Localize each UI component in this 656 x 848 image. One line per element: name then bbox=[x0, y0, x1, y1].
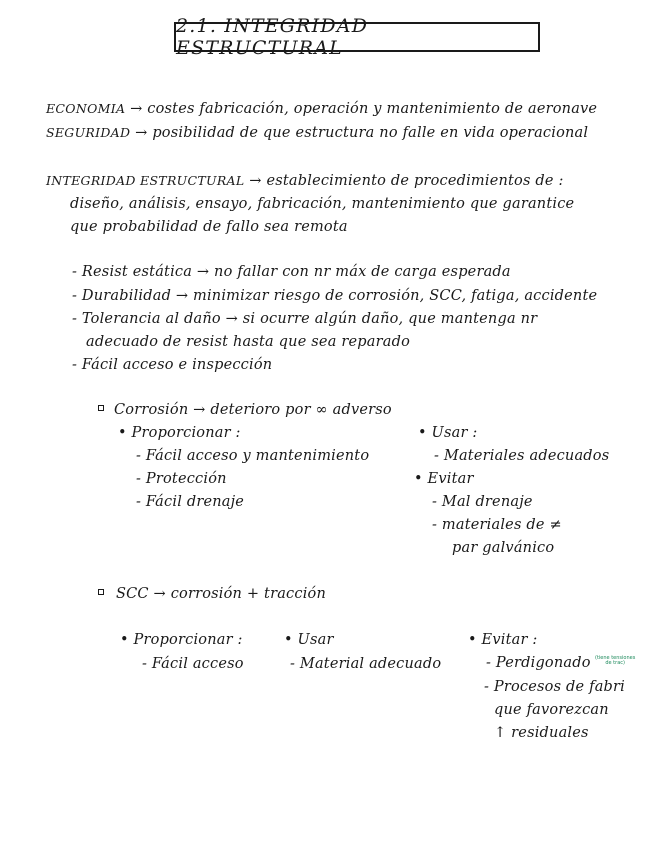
economia-line bbox=[46, 100, 597, 118]
corrosion-evitar-label: • Evitar bbox=[414, 471, 474, 487]
arrow-icon: → bbox=[249, 173, 267, 189]
requirement-item: - Tolerancia al daño → si ocurre algún daño, que mantenga nr bbox=[72, 311, 538, 327]
definition-line-3: que probabilidad de fallo sea remota bbox=[70, 219, 348, 235]
arrow-icon: → bbox=[135, 125, 153, 141]
square-bullet-icon bbox=[98, 589, 104, 595]
corrosion-evitar-item: - Mal drenaje bbox=[432, 494, 533, 510]
square-bullet-icon bbox=[98, 405, 104, 411]
corrosion-evitar-item: - materiales de ≠ bbox=[432, 517, 562, 533]
scc-annotation bbox=[595, 656, 635, 666]
title-box bbox=[174, 15, 540, 59]
scc-evitar-item-continuation: ↑ residuales bbox=[494, 725, 589, 741]
definition-line-1 bbox=[46, 172, 564, 190]
seguridad-line bbox=[46, 124, 588, 142]
scc-evitar-item: - Perdigonado bbox=[486, 655, 591, 671]
corrosion-proporcionar-item: - Fácil acceso y mantenimiento bbox=[136, 448, 370, 464]
scc-proporcionar-label: • Proporcionar : bbox=[120, 632, 243, 648]
economia-label: ECONOMIA bbox=[46, 101, 126, 116]
corrosion-proporcionar-item: - Protección bbox=[136, 471, 227, 487]
scc-evitar-item-continuation: que favorezcan bbox=[494, 702, 609, 718]
scc-usar-label: • Usar bbox=[284, 632, 334, 648]
seguridad-text: posibilidad de que estructura no falle en vida operacional bbox=[152, 125, 589, 141]
requirement-item: - Durabilidad → minimizar riesgo de corrosión, SCC, fatiga, accidente bbox=[72, 288, 598, 304]
scc-annotation-line: (tiene tensiones bbox=[595, 655, 636, 661]
definition-label: INTEGRIDAD ESTRUCTURAL bbox=[46, 173, 245, 188]
corrosion-heading: Corrosión → deterioro por ∞ adverso bbox=[114, 402, 392, 418]
corrosion-proporcionar-label: • Proporcionar : bbox=[118, 425, 241, 441]
requirement-item: - Resist estática → no fallar con nr máx de carga esperada bbox=[72, 264, 511, 280]
page-title: 2.1. INTEGRIDAD ESTRUCTURAL bbox=[176, 15, 369, 59]
scc-heading: SCC → corrosión + tracción bbox=[116, 586, 326, 602]
economia-text: costes fabricación, operación y mantenimiento de aeronave bbox=[147, 101, 598, 117]
requirement-item-continuation: adecuado de resist hasta que sea reparado bbox=[86, 334, 410, 350]
scc-usar-item: - Material adecuado bbox=[290, 656, 442, 672]
scc-evitar-item: - Procesos de fabri bbox=[484, 679, 625, 695]
definition-text-1: establecimiento de procedimientos de : bbox=[266, 173, 564, 189]
corrosion-usar-label: • Usar : bbox=[418, 425, 478, 441]
seguridad-label: SEGURIDAD bbox=[46, 125, 131, 140]
corrosion-usar-item: - Materiales adecuados bbox=[434, 448, 610, 464]
scc-proporcionar-item: - Fácil acceso bbox=[142, 656, 244, 672]
corrosion-evitar-item-continuation: par galvánico bbox=[452, 540, 555, 556]
arrow-icon: → bbox=[130, 101, 148, 117]
requirement-item: - Fácil acceso e inspección bbox=[72, 357, 273, 373]
definition-line-2: diseño, análisis, ensayo, fabricación, mantenimiento que garantice bbox=[70, 196, 575, 212]
scc-annotation-line: de trac) bbox=[605, 660, 625, 666]
corrosion-proporcionar-item: - Fácil drenaje bbox=[136, 494, 245, 510]
scc-evitar-label: • Evitar : bbox=[468, 632, 538, 648]
